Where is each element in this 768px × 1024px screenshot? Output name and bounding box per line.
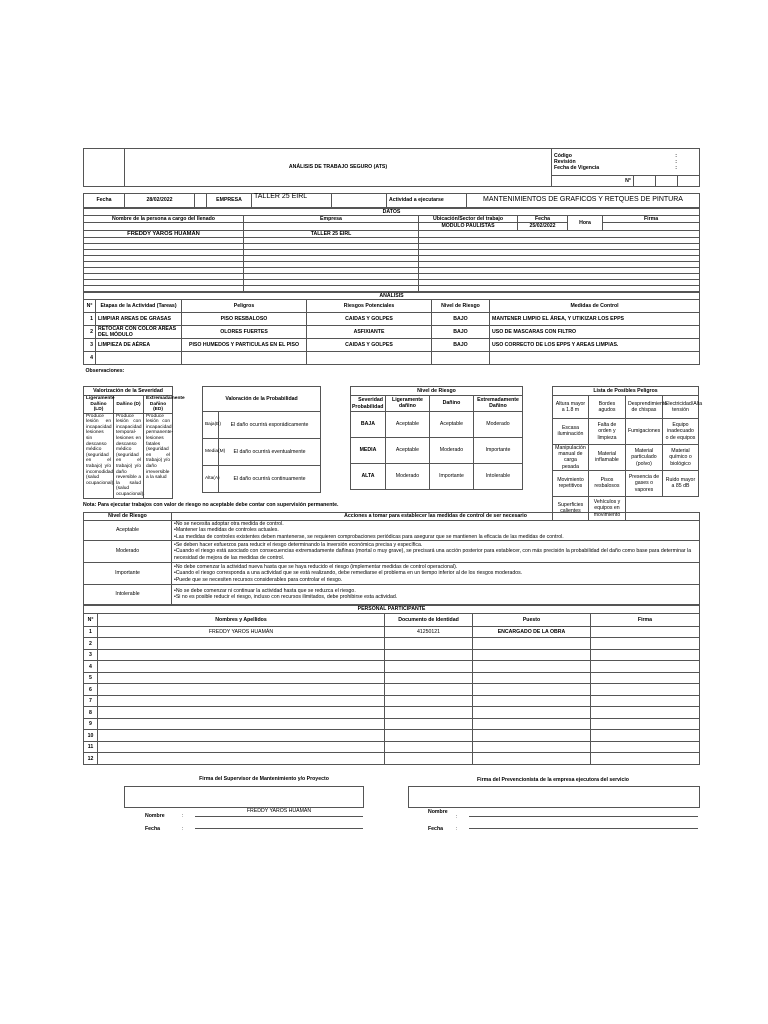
peligro-item: Material químico o biológico [662, 444, 698, 470]
personal-row [84, 718, 700, 730]
firma-prevencionista-box [408, 786, 700, 808]
accion-items [172, 540, 700, 562]
personal-row-nombre [98, 741, 385, 753]
accion-items [172, 520, 700, 540]
datos-col-hora: Hora [568, 216, 603, 230]
personal-row-doc [385, 661, 473, 673]
analisis-col-riesgos: Riesgos Potenciales [307, 300, 432, 313]
personal-row-doc [385, 695, 473, 707]
peligro-item: Superficies calientes [552, 496, 588, 520]
datos-fecha: 25/02/2022 [518, 223, 568, 230]
analisis-row [84, 339, 700, 352]
personal-row-puesto [473, 753, 591, 765]
nivel-severidad-label: Severidad [358, 396, 383, 403]
sup-fecha-colon: : [182, 825, 184, 832]
row-nivel: BAJO [432, 339, 490, 352]
personal-row-nombre [98, 718, 385, 730]
analisis-col-n: N° [84, 300, 96, 313]
accion-nivel: Moderado [84, 540, 172, 562]
personal-row-number: 11 [84, 741, 98, 753]
accion-item: •Cuando el riesgo corresponda a una actividad que se está realizando, debe remediarse el problema en un tiempo inferior al de los riesgos moderados. [174, 570, 523, 577]
peligros-table [552, 386, 703, 521]
firma-supervisor-title: Firma del Supervisor de Mantenimiento y/o Proyecto [199, 775, 329, 782]
personal-row-doc: 41250121 [385, 626, 473, 638]
personal-col-nombre: Nombres y Apellidos [98, 613, 385, 626]
row-etapa: RETOCAR CON COLOR AREAS DEL MÓDULO [96, 326, 182, 339]
personal-row-firma [591, 638, 700, 650]
datos-nombre: FREDDY YAROS HUAMÁN [84, 230, 244, 237]
personal-row-number: 4 [84, 661, 98, 673]
personal-row [84, 741, 700, 753]
firma-supervisor-box [124, 786, 364, 808]
personal-row-firma [591, 730, 700, 742]
row-medida: MANTENER LIMPIO EL ÁREA, Y UTIKIZAR LOS EPPS [490, 313, 700, 326]
empresa-label: EMPRESA [207, 194, 252, 208]
prob-desc: El daño ocurrirá esporádicamente [218, 411, 320, 438]
personal-row-doc [385, 638, 473, 650]
personal-row-nombre [98, 661, 385, 673]
nivel-col: Extremadamente Dañino [473, 395, 522, 411]
nivel-col: Dañino [429, 395, 473, 411]
personal-row-nombre [98, 672, 385, 684]
personal-row-puesto [473, 730, 591, 742]
acciones-col-nivel: Nivel de Riesgo [84, 512, 172, 520]
personal-row-firma [591, 626, 700, 638]
analisis-row [84, 326, 700, 339]
sev-val-ed: Produce lesión con incapacidad permanente-lesiones fatales (seguridad en el trabajo) y/o daño irreversible a la salud [144, 413, 173, 498]
personal-row-nombre [98, 638, 385, 650]
sev-col-ed: Extremadamente Dañino (ED) [144, 395, 173, 413]
personal-row [84, 672, 700, 684]
personal-row [84, 684, 700, 696]
analisis-row [84, 313, 700, 326]
peligro-item: Bordes agudos [588, 395, 625, 418]
row-etapa: LIMPIAR AREAS DE GRASAS [96, 313, 182, 326]
row-number: 1 [84, 313, 96, 326]
empresa-value: TALLER 25 EIRL [252, 194, 332, 208]
personal-row-firma [591, 695, 700, 707]
sup-fecha-line [195, 820, 363, 829]
personal-table [83, 605, 700, 765]
datos-empresa: TALLER 25 EIRL [244, 230, 419, 237]
prob-level: Baja(B) [202, 411, 218, 438]
accion-item: •Si no es posible reducir el riesgo, incluso con recursos ilimitados, debe prohibirse esta actividad. [174, 594, 398, 601]
accion-items [172, 584, 700, 604]
peligro-item: Presencia de gases o vapores [625, 470, 662, 496]
nivel-cell: Moderado [429, 437, 473, 463]
nivel-col: Ligeramente dañino [385, 395, 429, 411]
vigencia-value: : [675, 165, 678, 172]
observaciones-label: Observaciones: [84, 365, 700, 376]
codigo-value: : [675, 152, 678, 159]
datos-col-ubicacion: Ubicación/Sector del trabajo [419, 216, 518, 223]
analisis-table [83, 292, 700, 376]
personal-row-number: 10 [84, 730, 98, 742]
personal-row [84, 695, 700, 707]
revision-label: Revisión [554, 158, 576, 165]
revision-value: : [675, 158, 678, 165]
nivel-prob: ALTA [350, 463, 385, 489]
nivel-probabilidad-label: Probabilidad [351, 403, 384, 410]
sev-val-ld: Produce lesión en incapacidad lesiones sin descanso médico (seguridad en el trabajo) y/o incomodidad (salud ocupacional). [84, 413, 114, 498]
personal-row-doc [385, 672, 473, 684]
row-riesgo: ASFIXIANTE [307, 326, 432, 339]
nivel-cell: Aceptable [385, 411, 429, 437]
peligro-item: Escasa iluminación [552, 418, 588, 444]
personal-row-doc [385, 730, 473, 742]
personal-row-puesto [473, 638, 591, 650]
personal-col-firma: Firma [591, 613, 700, 626]
ats-form: ANÁLISIS DE TRABAJO SEGURO (ATS) Código : Revisión : Fecha de Vigencia : N° Fecha 28/02/2022 EMPRESA TALLER 25 EIRL Actividad a ejecutarse MANTENIMIENTOS DE GRAFICOS Y RETQUES DE PINTURA DATOS Nombre de la persona a cargo del llenado Empresa Ubicación/Sector del trabajo Fecha Hora Firma MODULO PAULISTAS 25/02/2022 FREDDY YAROS HUAMÁN TALLER 25 EIRL ANÁLISIS N° Etapas de la Actividad (Tareas) Peligros Riesgos Potenciales Nivel de Riesgo Medidas de Control 1 LIMPIAR AREAS DE GRASAS PISO RESBALOSO CAIDAS Y GOLPES BAJO MANTENER LIMPIO EL ÁREA, Y UTIKIZAR LOS EPPS 2 RETOCAR CON COLOR AREAS DEL MÓDULO OLORES FUERTES ASFIXIANTE BAJO USO DE MASCARAS CON FILTRO 3 LIMPIEZA DE AÉREA PISO HUMEDOS Y PARTICULAS EN EL PISO CAIDAS Y GOLPES BAJO USO CORRECTO DE LOS EPPS Y AREAS LIMPIAS. 4 Observaciones: Valorización de la Severidad Ligeramente Dañino (LD) Dañino (D) Extremadamente Dañino (ED) Produce lesión en incapacidad lesiones sin descanso médico (seguridad en el trabajo) y/o incomodidad (salud ocupacional). Produce lesión con incapacidad temporal-lesiones en descanso médico (seguridad en el trabajo) y/o daño reversible a la salud (salud ocupacional). Produce lesión con incapacidad permanente-lesiones fatales (seguridad en el trabajo) y/o daño irreversible a la salud Valoración de la Probabilidad Baja(B) El daño ocurrirá esporádicamente Media(M) El daño ocurrirá eventualmente Alta(A) El daño ocurrirá continuamente Nivel de Riesgo Severidad Probabilidad Ligeramente dañino Dañino Extremadamente Dañino BAJA Aceptable Aceptable Moderado MEDIA Aceptable Moderado Importante ALTA Moderado Importante Intolerable Lista de Posibles Peligros Altura mayor a 1.8 m Bordes agudos Desprendimiento de chispas Electricidad/Alta tensión Escasa iluminación Falta de orden y limpieza Fumigaciones Equipo inadecuado o de equipos Manipulación manual de carga pesada Material inflamable Material particulado (polvo) Material químico o biológico Movimiento repetitivos Pisos resbalosos Presencia de gases o vapores Ruido mayor a 85 dB Superficies calientes Vehículos y equipos en movimiento Nota: Para ejecutar trabajos con valor de riesgo no aceptable debe contar con supervisión permanente. Nivel de Riesgo Acciones a tomar para establecer las medidas de control de ser necesario Aceptable •No se necesita adoptar otra medida de control. •Mantener las medidas de controles actuales. •Las medidas de controles existentes deben mantenerse, se requieren comprobaciones periódicas para asegurar que se mantienen la eficacia de las medidas de control. Moderado •Se deben hacer esfuerzos para reducir el riesgo determinando la inversión económica precisa y específica. •Cuando el riesgo está asociado con consecuencias extremadamente dañinas (mortal o muy grave), se precisará una acción posterior para establecer, con más precisión la probabilidad del daño como base para determinar la necesidad de mejora de las medidas de control. Importante •No debe comenzar la actividad nueva hasta que se haya reducido el riesgo (implementar medidas de control operacional). •Cuando el riesgo corresponda a una actividad que se está realizando, debe remediarse el problema en un tiempo inferior al de los riesgos moderados. •Puede que se necesiten recursos considerables para controlar el riesgo. Intolerable •No se debe comenzar ni continuar la actividad hasta que se reduzca el riesgo. •Si no es posible reducir el riesgo, incluso con recursos ilimitados, debe prohibirse esta actividad. PERSONAL PARTICIPANTE N° Nombres y Apellidos Documento de Identidad Puesto Firma 1 FREDDY YAROS HUAMÁN 41250121 ENCARGADO DE LA OBRA 2 3 4 5 6 7 8 9 10 11 12 Firma del Supervisor de Mantenimiento y/o Proyecto Firma del Prevencionista de la empresa ejecutora del servicio Nombre : FREDDY YAROS HUAMAN Fecha : Nombre : Fecha : [83, 148, 699, 856]
sup-nombre-label: Nombre [145, 812, 165, 819]
peligro-item: Material particulado (polvo) [625, 444, 662, 470]
personal-row-doc [385, 684, 473, 696]
row-etapa: LIMPIEZA DE AÉREA [96, 339, 182, 352]
fecha-label: Fecha [84, 194, 125, 208]
personal-row [84, 707, 700, 719]
personal-row-puesto [473, 649, 591, 661]
analisis-title: ANÁLISIS [84, 292, 700, 299]
accion-nivel: Intolerable [84, 584, 172, 604]
prev-nombre-label: Nombre [428, 808, 448, 815]
prev-fecha-label: Fecha [428, 825, 443, 832]
acciones-col-acciones: Acciones a tomar para establecer las medidas de control de ser necesario [172, 512, 700, 520]
info-table [83, 193, 700, 208]
peligro-item: Falta de orden y limpieza [588, 418, 625, 444]
personal-row-number: 9 [84, 718, 98, 730]
personal-row-number: 2 [84, 638, 98, 650]
peligro-item: Ruido mayor a 85 dB [662, 470, 698, 496]
actividad-label: Actividad a ejecutarse [387, 194, 467, 208]
personal-row-number: 7 [84, 695, 98, 707]
peligro-item: Desprendimiento de chispas [625, 395, 662, 418]
peligro-item: Pisos resbalosos [588, 470, 625, 496]
nivel-cell: Aceptable [429, 411, 473, 437]
personal-row-puesto [473, 718, 591, 730]
accion-nivel: Importante [84, 562, 172, 584]
row-peligro: PISO RESBALOSO [182, 313, 307, 326]
personal-row-firma [591, 753, 700, 765]
firma-prevencionista-title: Firma del Prevencionista de la empresa ejecutora del servicio [477, 776, 629, 783]
datos-col-firma: Firma [603, 216, 700, 223]
peligro-item: Manipulación manual de carga pesada [552, 444, 588, 470]
personal-col-doc: Documento de Identidad [385, 613, 473, 626]
nivel-prob: MEDIA [350, 437, 385, 463]
personal-row-firma [591, 672, 700, 684]
personal-row-firma [591, 649, 700, 661]
row-nivel: BAJO [432, 313, 490, 326]
personal-row-nombre [98, 753, 385, 765]
row-medida: USO CORRECTO DE LOS EPPS Y AREAS LIMPIAS. [490, 339, 700, 352]
row-peligro: OLORES FUERTES [182, 326, 307, 339]
accion-item: •No se necesita adoptar otra medida de control. [174, 521, 284, 528]
datos-col-nombre: Nombre de la persona a cargo del llenado [84, 216, 244, 223]
personal-row-puesto [473, 661, 591, 673]
personal-row-number: 6 [84, 684, 98, 696]
vigencia-label: Fecha de Vigencia [554, 165, 600, 172]
peligro-item: Movimiento repetitivos [552, 470, 588, 496]
peligro-item: Electricidad/Alta tensión [662, 395, 698, 418]
personal-row-firma [591, 741, 700, 753]
nivel-cell: Importante [473, 437, 522, 463]
peligro-item: Vehículos y equipos en movimiento [588, 496, 625, 520]
personal-row-puesto [473, 684, 591, 696]
form-title: ANÁLISIS DE TRABAJO SEGURO (ATS) [125, 149, 552, 187]
fecha-value: 28/02/2022 [125, 194, 195, 208]
personal-row-number: 12 [84, 753, 98, 765]
sup-nombre-colon: : [182, 812, 184, 819]
personal-row-nombre [98, 649, 385, 661]
analisis-col-peligros: Peligros [182, 300, 307, 313]
prob-level: Alta(A) [202, 465, 218, 492]
nivel-prob: BAJA [350, 411, 385, 437]
personal-col-n: N° [84, 613, 98, 626]
prev-fecha-line [469, 820, 698, 829]
personal-row-nombre: FREDDY YAROS HUAMÁN [98, 626, 385, 638]
datos-title: DATOS [84, 209, 700, 216]
codigo-label: Código [554, 152, 572, 159]
personal-row [84, 626, 700, 638]
prev-nombre-line [469, 808, 698, 817]
accion-nivel: Aceptable [84, 520, 172, 540]
severidad-title: Valorización de la Severidad [84, 386, 173, 395]
row-riesgo: CAIDAS Y GOLPES [307, 313, 432, 326]
nivel-cell: Intolerable [473, 463, 522, 489]
personal-row [84, 730, 700, 742]
personal-row-number: 1 [84, 626, 98, 638]
accion-item: •Mantener las medidas de controles actuales. [174, 527, 279, 534]
nivel-cell: Moderado [385, 463, 429, 489]
personal-row-doc [385, 753, 473, 765]
personal-row-doc [385, 718, 473, 730]
datos-ubicacion: MODULO PAULISTAS [419, 223, 518, 230]
personal-row-number: 3 [84, 649, 98, 661]
probabilidad-table [202, 386, 321, 493]
personal-row-firma [591, 684, 700, 696]
num-label: N° [552, 176, 634, 187]
personal-row-doc [385, 707, 473, 719]
row-medida: USO DE MASCARAS CON FILTRO [490, 326, 700, 339]
personal-row-number: 8 [84, 707, 98, 719]
personal-row-firma [591, 661, 700, 673]
prob-desc: El daño ocurrirá continuamente [218, 465, 320, 492]
nivel-cell: Aceptable [385, 437, 429, 463]
probabilidad-title: Valoración de la Probabilidad [202, 386, 320, 411]
row-number: 4 [84, 352, 96, 365]
firmas-section [83, 776, 699, 856]
personal-row-doc [385, 741, 473, 753]
analisis-col-medidas: Medidas de Control [490, 300, 700, 313]
peligro-item: Equipo inadecuado o de equipos [662, 418, 698, 444]
personal-row-nombre [98, 730, 385, 742]
personal-row-puesto [473, 672, 591, 684]
nivel-cell: Importante [429, 463, 473, 489]
personal-title: PERSONAL PARTICIPANTE [84, 605, 700, 613]
row-nivel: BAJO [432, 326, 490, 339]
prev-nombre-colon: : [456, 813, 458, 820]
sev-val-d: Produce lesión con incapacidad temporal-lesiones en descanso médico (seguridad en el trabajo) y/o daño reversible a la salud (salud ocupacional). [114, 413, 144, 498]
sev-col-ld: Ligeramente Dañino (LD) [84, 395, 114, 413]
personal-row-puesto [473, 707, 591, 719]
nivel-riesgo-table [350, 386, 523, 490]
sev-col-d: Dañino (D) [114, 395, 144, 413]
analisis-col-nivel: Nivel de Riesgo [432, 300, 490, 313]
personal-row-firma [591, 718, 700, 730]
personal-row-firma [591, 707, 700, 719]
peligro-item: Altura mayor a 1.8 m [552, 395, 588, 418]
personal-row [84, 649, 700, 661]
row-peligro: PISO HUMEDOS Y PARTICULAS EN EL PISO [182, 339, 307, 352]
personal-row-doc [385, 649, 473, 661]
acciones-table [83, 512, 700, 605]
analisis-col-etapa: Etapas de la Actividad (Tareas) [96, 300, 182, 313]
accion-items [172, 562, 700, 584]
nivel-title: Nivel de Riesgo [350, 386, 522, 395]
datos-col-fecha: Fecha [518, 216, 568, 223]
nivel-corner [350, 395, 385, 411]
personal-row-puesto: ENCARGADO DE LA OBRA [473, 626, 591, 638]
personal-row-puesto [473, 741, 591, 753]
personal-row-nombre [98, 684, 385, 696]
accion-item: •No se debe comenzar ni continuar la actividad hasta que se reduzca el riesgo. [174, 588, 356, 595]
datos-table [83, 208, 700, 292]
analisis-row [84, 352, 700, 365]
severidad-table [83, 386, 185, 499]
accion-item: •Puede que se necesiten recursos considerables para controlar el riesgo. [174, 576, 343, 583]
sup-fecha-label: Fecha [145, 825, 160, 832]
nivel-cell: Moderado [473, 411, 522, 437]
peligro-item: Fumigaciones [625, 418, 662, 444]
sup-nombre-value: FREDDY YAROS HUAMAN [195, 808, 363, 817]
logo-cell [84, 149, 125, 187]
prob-desc: El daño ocurrirá eventualmente [218, 438, 320, 465]
prev-fecha-colon: : [456, 825, 458, 832]
row-number: 2 [84, 326, 96, 339]
datos-col-empresa: Empresa [244, 216, 419, 223]
actividad-value: MANTENIMIENTOS DE GRAFICOS Y RETQUES DE PINTURA [467, 194, 700, 208]
personal-row [84, 661, 700, 673]
accion-item: •Se deben hacer esfuerzos para reducir el riesgo determinando la inversión económica precisa y específica. [174, 542, 423, 549]
personal-row-number: 5 [84, 672, 98, 684]
row-riesgo: CAIDAS Y GOLPES [307, 339, 432, 352]
personal-row-nombre [98, 695, 385, 707]
personal-row [84, 638, 700, 650]
personal-row-nombre [98, 707, 385, 719]
peligros-title: Lista de Posibles Peligros [552, 386, 698, 395]
row-number: 3 [84, 339, 96, 352]
peligro-item: Material inflamable [588, 444, 625, 470]
accion-item: •Las medidas de controles existentes deben mantenerse, se requieren comprobaciones periódicas para asegurar que se mantienen la eficacia de las medidas de control. [174, 533, 564, 540]
accion-item: •Cuando el riesgo está asociado con consecuencias extremadamente dañinas (mortal o muy grave), se precisará una acción posterior para establecer, con más precisión la probabilidad del daño como base para determinar la necesidad de mejora de las medidas de control. [174, 548, 692, 561]
header-table [83, 148, 700, 187]
personal-col-puesto: Puesto [473, 613, 591, 626]
prob-level: Media(M) [202, 438, 218, 465]
personal-row [84, 753, 700, 765]
personal-row-puesto [473, 695, 591, 707]
accion-item: •No debe comenzar la actividad nueva hasta que se haya reducido el riesgo (implementar medidas de control operacional). [174, 564, 458, 571]
